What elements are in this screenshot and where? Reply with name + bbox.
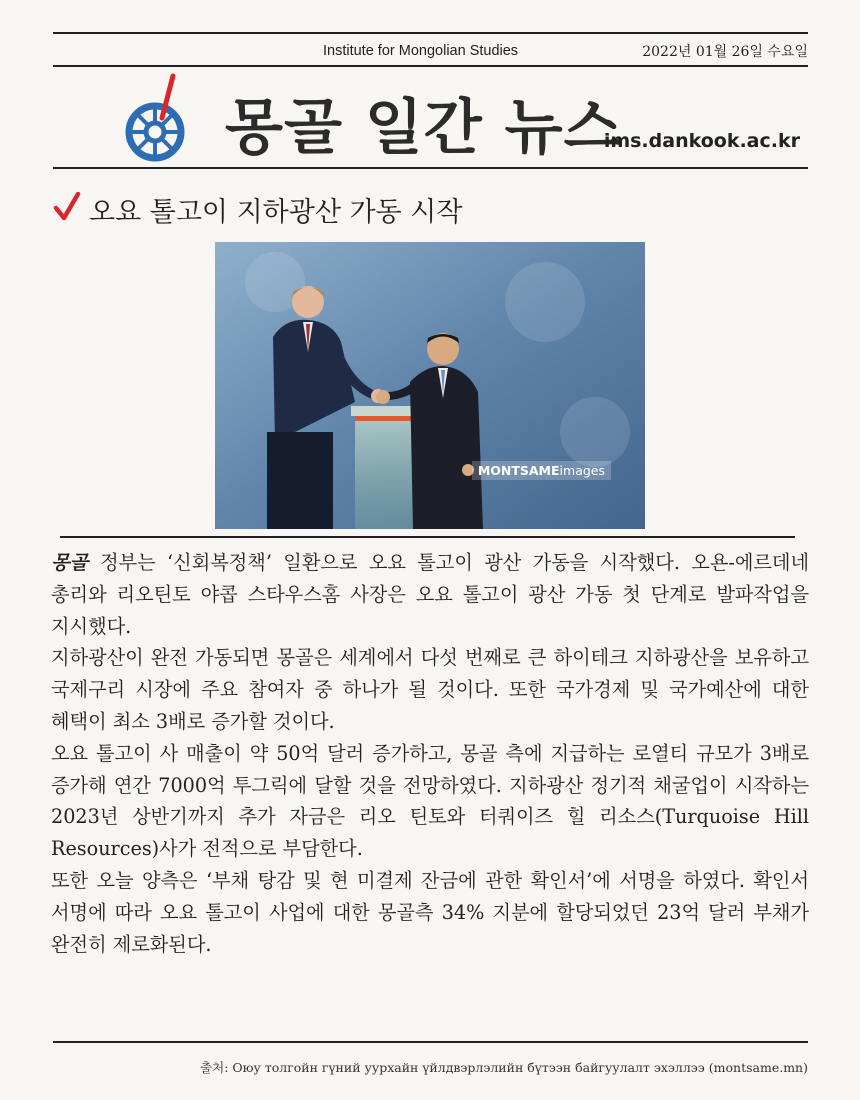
- top-rule: [53, 32, 808, 34]
- wheel-logo-icon: [123, 72, 199, 164]
- masthead: [53, 72, 808, 164]
- headline-text: 오요 톨고이 지하광산 가동 시작: [89, 197, 463, 228]
- masthead-bottom-rule: [53, 167, 808, 169]
- footer-rule: [53, 1041, 808, 1043]
- photo-illustration: [215, 242, 645, 529]
- article-body: [51, 547, 809, 960]
- source-citation: 출처: Оюу толгойн гүний уурхайн үйлдвэрлэлийн бүтээн байгуулалт эхэллээ (montsame.mn): [200, 1060, 808, 1075]
- top-bar: [53, 38, 808, 66]
- institute-name: Institute for Mongolian Studies: [323, 43, 519, 59]
- site-url[interactable]: ims.dankook.ac.kr: [603, 130, 800, 152]
- lead-word: 몽골: [51, 551, 89, 574]
- article-paragraph: 또한 오늘 양측은 ‘부채 탕감 및 현 미결제 잔금에 관한 확인서’에 서명을 하였다. 확인서 서명에 따라 오요 톨고이 사업에 대한 몽골측 34% 지분에 할당되었던 23억 달러 부채가 완전히 제로화된다.: [51, 868, 810, 956]
- issue-date: 2022년 01월 26일 수요일: [642, 44, 808, 60]
- photo-bottom-rule: [60, 536, 795, 538]
- article-paragraph: 지하광산이 완전 가동되면 몽골은 세계에서 다섯 번째로 큰 하이테크 지하광산을 보유하고 국제구리 시장에 주요 참여자 중 하나가 될 것이다. 또한 국가경제 및 국가예산에 대한 혜택이 최소 3배로 증가할 것이다.: [51, 646, 809, 733]
- article-paragraph: 오요 톨고이 사 매출이 약 50억 달러 증가하고, 몽골 측에 지급하는 로열티 규모가 3배로 증가해 연간 7000억 투그릭에 달할 것을 전망하였다. 지하광산 정기적 채굴업이 시작하는 2023년 상반기까지 추가 자금은 리오 틴토와 터쿼이즈 힐 리소스(Turquoise Hill Resources)사가 전적으로 부담한다.: [51, 741, 809, 861]
- news-photo: [215, 242, 645, 529]
- newspaper-title: 몽골 일간 뉴스: [225, 93, 623, 163]
- article-headline: [53, 188, 808, 228]
- checkmark-icon: [53, 192, 81, 222]
- photo-watermark: MONTSAMEimages: [472, 461, 611, 480]
- article-paragraph: 몽골 정부는 ‘신회복정책’ 일환으로 오요 톨고이 광산 가동을 시작했다. 오욘-에르데네 총리와 리오틴토 야콥 스타우스홈 사장은 오요 톨고이 광산 가동 첫 단계로 발파작업을 지시했다.: [51, 551, 809, 638]
